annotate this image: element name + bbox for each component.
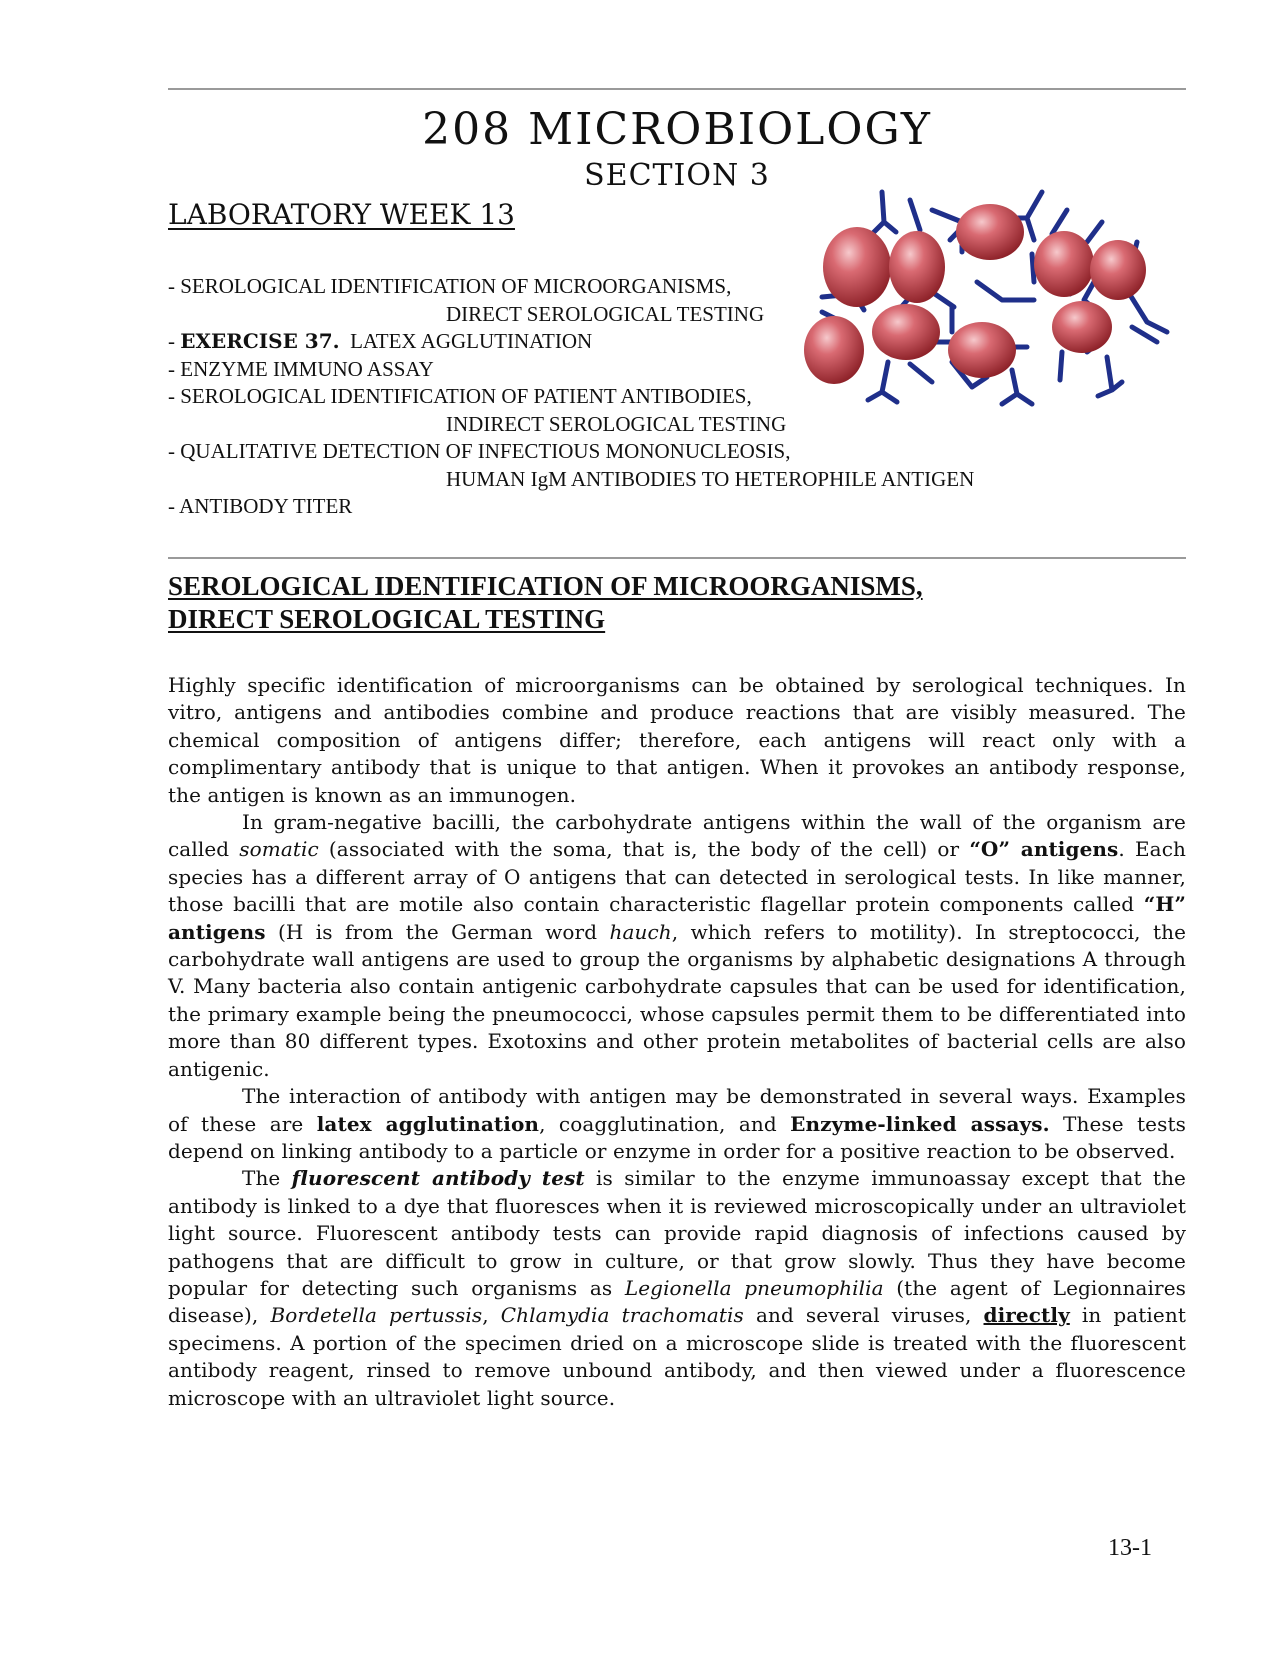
paragraph-3 xyxy=(168,1083,1186,1165)
topic-item: - QUALITATIVE DETECTION OF INFECTIOUS MONONUCLEOSIS, xyxy=(168,439,791,463)
topic-item: - SEROLOGICAL IDENTIFICATION OF PATIENT ANTIBODIES, xyxy=(168,384,752,408)
cell-6 xyxy=(804,316,864,384)
term-hauch: hauch xyxy=(609,919,672,944)
section-heading-line2: DIRECT SEROLOGICAL TESTING xyxy=(168,604,606,634)
topic-item: - SEROLOGICAL IDENTIFICATION OF MICROORGANISMS, xyxy=(168,274,732,298)
text-span: . Each species has a different array of O antigens that can detected in serological tests. In like manner, those bacilli that are motile also contain characteristic flagellar protein components called xyxy=(168,837,1186,917)
term-somatic: somatic xyxy=(239,837,319,862)
cell-8 xyxy=(948,322,1016,378)
agglutination-illustration xyxy=(802,182,1172,422)
term-chlamydia: Chlamydia trachomatis xyxy=(500,1303,744,1328)
section-label: SECTION 3 xyxy=(584,158,770,193)
text-span: (associated with the soma, that is, the body of the cell) or xyxy=(318,837,970,862)
text-span: , which refers to motility). In streptococci, the carbohydrate wall antigens are used to group the organisms by alphabetic designations A through V. Many bacteria also contain antigenic carbohydrate capsules that can be used for identification, the primary example being the pneumococci, whose capsules permit them to be differentiated into more than 80 different types. Exotoxins and other protein metabolites of bacterial cells are also antigenic. xyxy=(168,919,1186,1081)
text-span: The interaction of antibody with antigen may be demonstrated in several ways. Examples of these are xyxy=(168,1084,1186,1136)
term-h-antigens: “H” antigens xyxy=(168,892,1186,944)
lab-week-heading: LABORATORY WEEK 13 xyxy=(168,198,515,231)
term-legionella: Legionella pneumophilia xyxy=(624,1275,884,1300)
topic-item-sub: HUMAN IgM ANTIBODIES TO HETEROPHILE ANTIGEN xyxy=(446,466,975,491)
paragraph-1: Highly specific identification of microorganisms can be obtained by serological techniques. In vitro, antigens and antibodies combine and produce reactions that are visibly measured. The chemical composition of antigens differ; therefore, each antigens will react only with a complimentary antibody that is unique to that antigen. When it provokes an antibody response, the antigen is known as an immunogen. xyxy=(168,673,1186,807)
cell-1 xyxy=(823,227,891,307)
cell-4 xyxy=(1034,231,1094,297)
cell-9 xyxy=(1052,301,1112,353)
cell-5 xyxy=(1090,240,1146,300)
page-title: 208 MICROBIOLOGY xyxy=(422,104,932,155)
section-heading xyxy=(168,570,923,636)
term-enzyme-linked-assays: Enzyme-linked assays. xyxy=(790,1111,1050,1136)
text-span: These tests depend on linking antibody to a particle or enzyme in order for a positive reaction to be observed. xyxy=(168,1111,1186,1163)
text-span: , coagglutination, and xyxy=(539,1111,791,1136)
text-span: in patient specimens. A portion of the specimen dried on a microscope slide is treated with the fluorescent antibody reagent, rinsed to remove unbound antibody, and then viewed under a fluorescence microscope with an ultraviolet light source. xyxy=(168,1303,1186,1410)
topic-item: - ENZYME IMMUNO ASSAY xyxy=(168,356,434,381)
text-span: is similar to the enzyme immunoassay except that the antibody is linked to a dye that fluoresces when it is reviewed microscopically under an ultraviolet light source. Fluorescent antibody tests can provide rapid diagnosis of infections caused by pathogens that are difficult to grow in culture, or that grow slowly. Thus they have become popular for detecting such organisms as xyxy=(168,1166,1186,1300)
body-text xyxy=(168,672,1186,1412)
term-fluorescent-antibody-test: fluorescent antibody test xyxy=(291,1166,585,1191)
text-span: and several viruses, xyxy=(743,1303,984,1328)
text-span: (the agent of Legionnaires disease), xyxy=(168,1275,1186,1328)
top-rule xyxy=(168,88,1186,90)
topic-item: - ANTIBODY TITER xyxy=(168,494,353,518)
topic-item-sub: DIRECT SEROLOGICAL TESTING xyxy=(446,301,765,326)
term-bordetella: Bordetella pertussis xyxy=(270,1303,483,1328)
text-span: In gram-negative bacilli, the carbohydrate antigens within the wall of the organism are called xyxy=(168,810,1186,862)
term-latex-agglutination: latex agglutination xyxy=(316,1111,540,1136)
page-number: 13-1 xyxy=(1108,1535,1152,1561)
cell-7 xyxy=(872,304,940,360)
paragraph-4 xyxy=(168,1165,1186,1412)
exercise-label: EXERCISE 37. xyxy=(180,329,340,353)
topic-dash: - xyxy=(168,329,181,353)
topic-item-sub: INDIRECT SEROLOGICAL TESTING xyxy=(446,411,787,436)
text-span: , xyxy=(482,1303,501,1328)
term-o-antigens: “O” antigens xyxy=(969,837,1119,862)
text-span: The xyxy=(242,1166,292,1191)
section-heading-line1: SEROLOGICAL IDENTIFICATION OF MICROORGANISMS, xyxy=(168,571,923,601)
cell-2 xyxy=(889,231,945,303)
section-rule xyxy=(168,557,1186,559)
exercise-title: LATEX AGGLUTINATION xyxy=(339,329,593,353)
cell-3 xyxy=(956,204,1024,260)
text-span: (H is from the German word xyxy=(265,919,610,944)
term-directly: directly xyxy=(983,1303,1070,1328)
paragraph-2 xyxy=(168,809,1186,1083)
